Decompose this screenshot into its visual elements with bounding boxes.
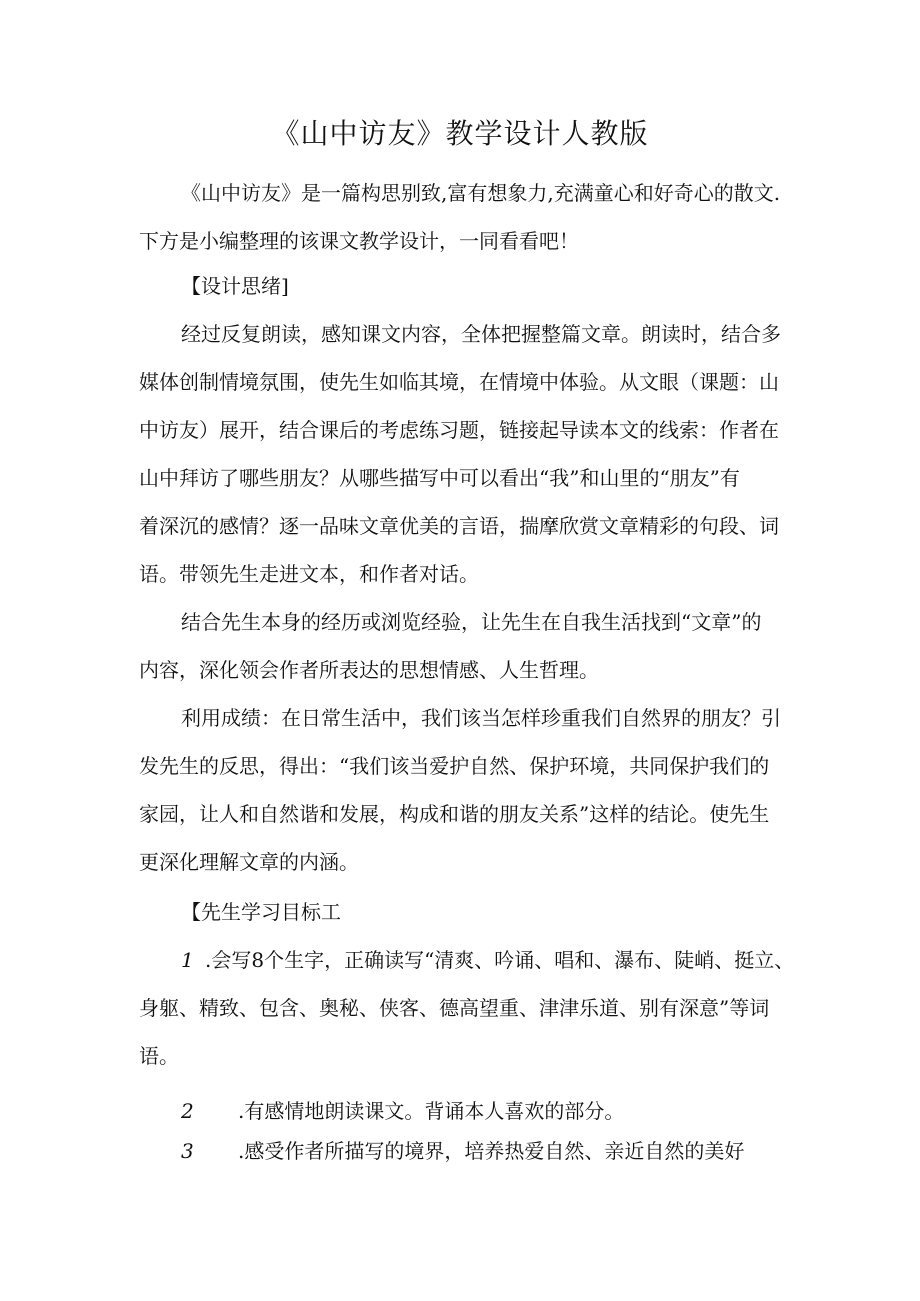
paragraph-line: 着深沉的感情？逐一品味文章优美的言语，揣摩欣赏文章精彩的句段、词 — [139, 514, 779, 538]
section-heading-goals: 【先生学习目标工 — [181, 900, 341, 924]
goal-number: 3 — [181, 1139, 194, 1163]
paragraph-line: 内容，深化领会作者所表达的思想情感、人生哲理。 — [139, 658, 599, 682]
goal-line: .有感情地朗读课文。背诵本人喜欢的部分。 — [238, 1099, 625, 1123]
goal-line: .会写8个生字，正确读写“清爽、吟诵、唱和、瀑布、陡峭、挺立、 — [205, 948, 795, 972]
paragraph-line: 发先生的反思，得出：“我们该当爱护自然、保护环境，共同保护我们的 — [139, 754, 770, 778]
paragraph-line: 经过反复朗读，感知课文内容，全体把握整篇文章。朗读时，结合多 — [181, 322, 781, 346]
paragraph-line: 利用成绩：在日常生活中，我们该当怎样珍重我们自然界的朋友？引 — [181, 706, 781, 730]
paragraph-line: 更深化理解文章的内涵。 — [139, 850, 359, 874]
paragraph-line: 语。带领先生走进文本，和作者对话。 — [139, 562, 479, 586]
goal-number: 2 — [181, 1099, 194, 1123]
goal-number: 1 — [181, 948, 194, 972]
paragraph-line: 山中拜访了哪些朋友？从哪些描写中可以看出“我”和山里的“朋友”有 — [139, 466, 740, 490]
paragraph-line: 中访友）展开，结合课后的考虑练习题，链接起导读本文的线索：作者在 — [139, 418, 779, 442]
section-heading-design: 【设计思绪] — [181, 274, 289, 298]
goal-line: 语。 — [139, 1044, 179, 1068]
paragraph-line: 家园，让人和自然谐和发展，构成和谐的朋友关系”这样的结论。使先生 — [139, 802, 770, 826]
goal-line: 身躯、精致、包含、奥秘、侠客、德高望重、津津乐道、别有深意”等词 — [139, 996, 770, 1020]
document-title: 《山中访友》教学设计人教版 — [271, 117, 649, 150]
intro-line: 《山中访友》是一篇构思别致,富有想象力,充满童心和好奇心的散文. — [181, 181, 781, 205]
goal-line: .感受作者所描写的境界，培养热爱自然、亲近自然的美好 — [238, 1139, 745, 1163]
paragraph-line: 结合先生本身的经历或浏览经验，让先生在自我生活找到“文章”的 — [181, 610, 762, 634]
intro-line: 下方是小编整理的该课文教学设计，一同看看吧！ — [139, 229, 579, 253]
paragraph-line: 媒体创制情境氛围，使先生如临其境，在情境中体验。从文眼（课题：山 — [139, 370, 779, 394]
